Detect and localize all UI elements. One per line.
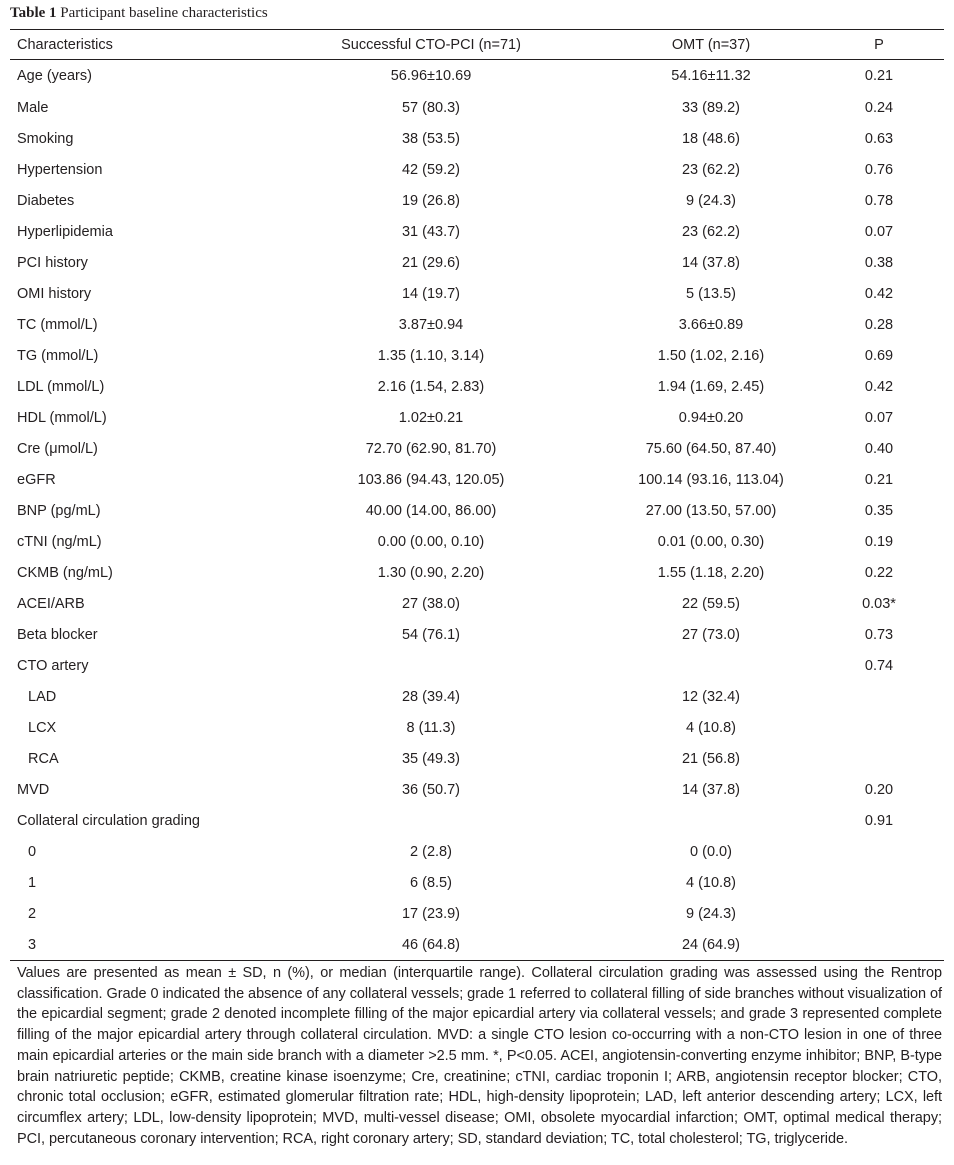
table-page	[10, 0, 944, 1149]
table-row	[10, 309, 944, 340]
cell-omt: 22 (59.5)	[681, 595, 741, 612]
table-body	[10, 60, 944, 961]
cell-p-value: 0.76	[864, 161, 894, 178]
table-row	[10, 557, 944, 588]
cell-successful-cto-pci: 54 (76.1)	[401, 626, 461, 643]
table-row	[10, 805, 944, 836]
cell-p-value: 0.35	[864, 502, 894, 519]
table-row	[10, 867, 944, 898]
cell-successful-cto-pci: 2 (2.8)	[410, 843, 452, 860]
cell-omt: 14 (37.8)	[681, 254, 741, 271]
cell-p-value: 0.42	[864, 378, 894, 395]
cell-characteristic: Diabetes	[17, 192, 75, 209]
cell-p-value: 0.20	[864, 781, 894, 798]
cell-characteristic: CKMB (ng/mL)	[17, 564, 113, 581]
cell-characteristic: 1	[28, 874, 37, 891]
table-row	[10, 60, 944, 93]
cell-successful-cto-pci: 21 (29.6)	[401, 254, 461, 271]
table-row	[10, 185, 944, 216]
cell-characteristic: RCA	[28, 750, 59, 767]
table-row	[10, 154, 944, 185]
table-row	[10, 371, 944, 402]
cell-omt: 0 (0.0)	[690, 843, 732, 860]
cell-successful-cto-pci: 38 (53.5)	[401, 130, 461, 147]
cell-p-value: 0.63	[864, 130, 894, 147]
cell-omt: 0.94±0.20	[678, 409, 744, 426]
cell-omt: 54.16±11.32	[671, 68, 751, 84]
cell-p-value: 0.03*	[862, 595, 896, 612]
cell-characteristic: Beta blocker	[17, 626, 98, 643]
cell-omt: 9 (24.3)	[686, 192, 736, 209]
cell-p-value: 0.38	[864, 254, 894, 271]
table-row	[10, 619, 944, 650]
table-row	[10, 464, 944, 495]
table-row	[10, 929, 944, 961]
table-caption	[10, 0, 944, 30]
table-footnote: Values are presented as mean ± SD, n (%), or median (interquartile range). Collateral circulation grading was assessed using the Rentrop classification. Grade 0 indicated the absence of any collateral vessels; grade 1 referred to collateral filling of side branches without visualization of the epicardial segment; grade 2 denoted incomplete filling of the major epicardial artery via collateral vessels; and grade 3 represented complete filling of the major epicardial artery through collateral circulation. MVD: a single CTO lesion co-occurring with a non-CTO lesion in one of three main epicardial arteries or the main side branch with a diameter >2.5 mm. *, P<0.05. ACEI, angiotensin-converting enzyme inhibitor; BNP, B-type brain natriuretic peptide; CKMB, creatine kinase isoenzyme; Cre, creatinine; cTNI, cardiac troponin I; ARB, angiotensin receptor blocker; CTO, chronic total occlusion; eGFR, estimated glomerular filtration rate; HDL, high-density lipoprotein; LAD, left anterior descending artery; LCX, left circumflex artery; LDL, low-density lipoprotein; MVD, multi-vessel disease; OMI, obsolete myocardial infarction; OMT, optimal medical therapy; PCI, percutaneous coronary intervention; RCA, right coronary artery; SD, standard deviation; TC, total cholesterol; TG, triglyceride.	[17, 965, 942, 1147]
cell-characteristic: OMI history	[17, 285, 92, 302]
header-p-value: P	[814, 30, 944, 60]
table-row	[10, 495, 944, 526]
cell-p-value: 0.73	[864, 626, 894, 643]
table-row	[10, 774, 944, 805]
cell-omt: 75.60 (64.50, 87.40)	[645, 440, 777, 457]
cell-successful-cto-pci: 1.02±0.21	[398, 409, 464, 426]
cell-omt: 9 (24.3)	[686, 905, 736, 922]
cell-p-value: 0.78	[864, 192, 894, 209]
cell-p-value	[814, 712, 944, 743]
cell-successful-cto-pci: 3.87±0.94	[398, 316, 464, 333]
cell-omt: 18 (48.6)	[681, 130, 741, 147]
table-row	[10, 836, 944, 867]
cell-successful-cto-pci: 46 (64.8)	[254, 929, 608, 961]
cell-p-value	[814, 681, 944, 712]
cell-successful-cto-pci: 31 (43.7)	[401, 223, 461, 240]
cell-p-value: 0.42	[864, 285, 894, 302]
cell-omt: 4 (10.8)	[686, 719, 736, 736]
cell-successful-cto-pci	[254, 650, 608, 681]
cell-p-value	[814, 898, 944, 929]
cell-omt: 3.66±0.89	[678, 316, 744, 333]
cell-successful-cto-pci: 17 (23.9)	[401, 905, 461, 922]
cell-successful-cto-pci: 0.00 (0.00, 0.10)	[377, 533, 485, 550]
cell-omt: 12 (32.4)	[681, 688, 741, 705]
cell-p-value: 0.21	[864, 68, 894, 84]
cell-p-value: 0.07	[864, 223, 894, 240]
table-row	[10, 588, 944, 619]
table-row	[10, 402, 944, 433]
cell-characteristic: MVD	[17, 781, 50, 798]
cell-characteristic: 3	[10, 929, 254, 961]
cell-p-value: 0.69	[864, 347, 894, 364]
table-row	[10, 743, 944, 774]
table-row	[10, 247, 944, 278]
table-row	[10, 650, 944, 681]
cell-characteristic: 0	[28, 843, 37, 860]
cell-successful-cto-pci: 35 (49.3)	[401, 750, 461, 767]
table-row	[10, 681, 944, 712]
cell-omt: 1.50 (1.02, 2.16)	[657, 347, 765, 364]
cell-omt: 27 (73.0)	[681, 626, 741, 643]
table-row	[10, 216, 944, 247]
table-caption-title: Participant baseline characteristics	[60, 5, 268, 21]
table-row	[10, 712, 944, 743]
cell-p-value	[814, 743, 944, 774]
cell-omt: 5 (13.5)	[686, 285, 736, 302]
cell-characteristic: TG (mmol/L)	[17, 347, 99, 364]
cell-omt: 14 (37.8)	[681, 781, 741, 798]
cell-characteristic: cTNI (ng/mL)	[17, 533, 102, 550]
cell-omt: 33 (89.2)	[681, 99, 741, 116]
header-successful-cto-pci: Successful CTO-PCI (n=71)	[254, 30, 608, 60]
cell-p-value: 0.21	[864, 471, 894, 488]
cell-characteristic: eGFR	[17, 471, 56, 488]
cell-successful-cto-pci: 36 (50.7)	[401, 781, 461, 798]
table-row	[10, 433, 944, 464]
cell-p-value: 0.91	[864, 812, 894, 829]
cell-p-value: 0.40	[864, 440, 894, 457]
cell-characteristic: Hyperlipidemia	[17, 223, 113, 240]
cell-successful-cto-pci: 42 (59.2)	[401, 161, 461, 178]
table-row	[10, 340, 944, 371]
cell-p-value: 0.28	[864, 316, 894, 333]
cell-characteristic: Male	[17, 99, 49, 116]
cell-successful-cto-pci: 6 (8.5)	[410, 874, 452, 891]
cell-p-value: 0.24	[864, 99, 894, 116]
cell-p-value: 0.07	[864, 409, 894, 426]
baseline-characteristics-table	[10, 30, 944, 961]
header-characteristics: Characteristics	[10, 30, 254, 60]
cell-successful-cto-pci: 8 (11.3)	[406, 719, 456, 736]
cell-characteristic: ACEI/ARB	[17, 595, 85, 612]
cell-successful-cto-pci: 40.00 (14.00, 86.00)	[365, 502, 497, 519]
cell-omt: 0.01 (0.00, 0.30)	[657, 533, 765, 550]
cell-characteristic: LDL (mmol/L)	[17, 378, 105, 395]
cell-characteristic: TC (mmol/L)	[17, 316, 98, 333]
cell-characteristic: LAD	[28, 688, 57, 705]
cell-omt: 1.94 (1.69, 2.45)	[657, 378, 765, 395]
cell-successful-cto-pci: 2.16 (1.54, 2.83)	[377, 378, 485, 395]
cell-characteristic: Collateral circulation grading	[17, 812, 200, 829]
cell-successful-cto-pci: 1.35 (1.10, 3.14)	[377, 347, 485, 364]
cell-successful-cto-pci	[254, 805, 608, 836]
cell-successful-cto-pci: 72.70 (62.90, 81.70)	[365, 440, 497, 457]
cell-characteristic: Hypertension	[17, 161, 103, 178]
cell-successful-cto-pci: 56.96±10.69	[390, 68, 472, 84]
cell-omt: 4 (10.8)	[686, 874, 736, 891]
cell-characteristic: Smoking	[17, 130, 74, 147]
cell-characteristic: Cre (μmol/L)	[17, 440, 98, 457]
cell-characteristic: LCX	[28, 719, 57, 736]
cell-characteristic: Age (years)	[17, 68, 92, 84]
cell-successful-cto-pci: 19 (26.8)	[401, 192, 461, 209]
table-caption-label: Table 1	[10, 5, 57, 21]
cell-successful-cto-pci: 1.30 (0.90, 2.20)	[377, 564, 485, 581]
cell-successful-cto-pci: 27 (38.0)	[401, 595, 461, 612]
cell-omt: 1.55 (1.18, 2.20)	[657, 564, 765, 581]
cell-omt: 23 (62.2)	[681, 223, 741, 240]
cell-omt	[608, 650, 814, 681]
cell-omt: 24 (64.9)	[608, 929, 814, 961]
cell-characteristic: HDL (mmol/L)	[17, 409, 107, 426]
header-omt: OMT (n=37)	[608, 30, 814, 60]
cell-successful-cto-pci: 14 (19.7)	[401, 285, 461, 302]
cell-p-value: 0.19	[864, 533, 894, 550]
table-row	[10, 898, 944, 929]
table-row	[10, 526, 944, 557]
cell-characteristic: 2	[28, 905, 37, 922]
table-row	[10, 278, 944, 309]
cell-successful-cto-pci: 57 (80.3)	[401, 99, 461, 116]
cell-characteristic: PCI history	[17, 254, 88, 271]
cell-successful-cto-pci: 103.86 (94.43, 120.05)	[357, 471, 505, 488]
cell-omt: 27.00 (13.50, 57.00)	[645, 502, 777, 519]
table-row	[10, 92, 944, 123]
cell-characteristic: BNP (pg/mL)	[17, 502, 101, 519]
cell-p-value	[814, 836, 944, 867]
cell-omt: 21 (56.8)	[681, 750, 741, 767]
cell-characteristic: CTO artery	[17, 657, 89, 674]
cell-omt	[608, 805, 814, 836]
table-header-row	[10, 30, 944, 60]
cell-p-value	[814, 929, 944, 961]
cell-omt: 100.14 (93.16, 113.04)	[638, 471, 784, 488]
cell-omt: 23 (62.2)	[681, 161, 741, 178]
cell-p-value: 0.22	[864, 564, 894, 581]
table-row	[10, 123, 944, 154]
cell-successful-cto-pci: 28 (39.4)	[401, 688, 461, 705]
cell-p-value: 0.74	[864, 657, 894, 674]
cell-p-value	[814, 867, 944, 898]
